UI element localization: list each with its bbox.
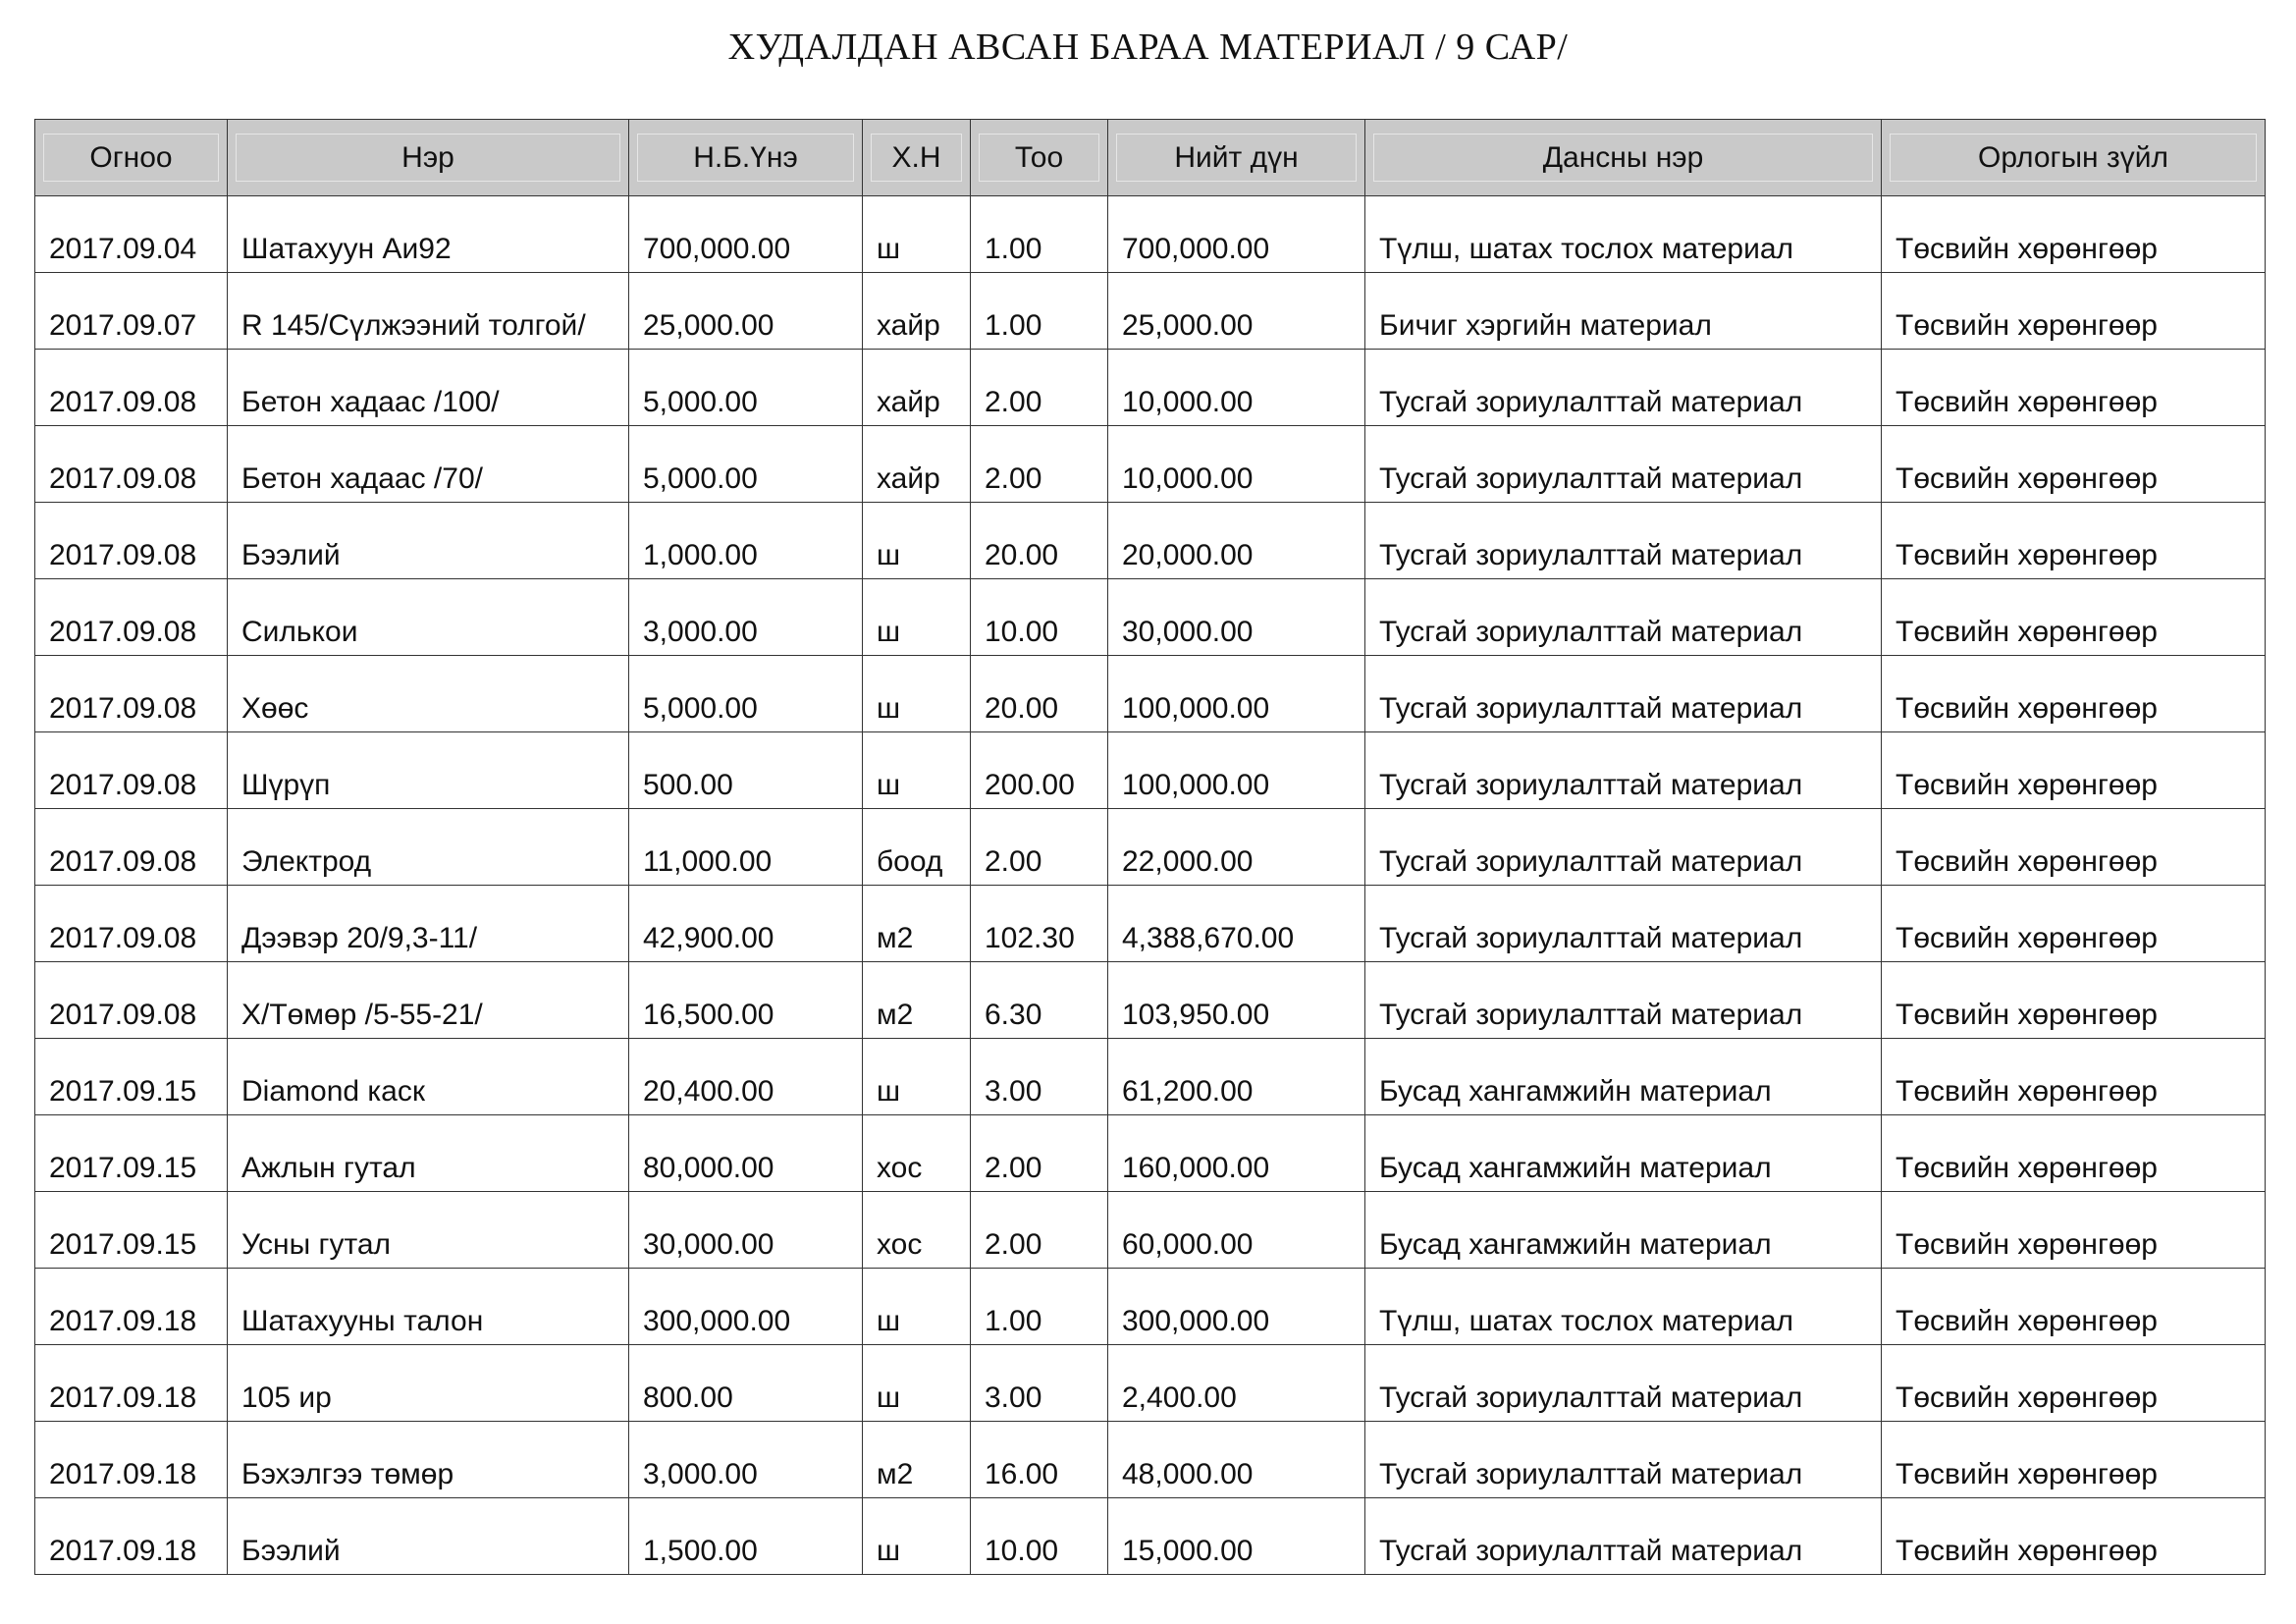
column-header-date: Огноо (35, 120, 228, 196)
cell-unit-price: 1,000.00 (629, 503, 863, 579)
table-row (35, 1269, 2266, 1345)
table-row (35, 196, 2266, 273)
cell-date: 2017.09.08 (35, 732, 228, 809)
cell-unit: ш (863, 196, 971, 273)
cell-source: Төсвийн хөрөнгөөр (1882, 732, 2266, 809)
cell-total: 100,000.00 (1108, 732, 1365, 809)
cell-date: 2017.09.08 (35, 350, 228, 426)
cell-unit-price: 25,000.00 (629, 273, 863, 350)
column-header-source: Орлогын зүйл (1882, 120, 2266, 196)
cell-name: Шатахууны талон (228, 1269, 629, 1345)
cell-unit: м2 (863, 1422, 971, 1498)
cell-quantity: 1.00 (971, 196, 1108, 273)
cell-name: Х/Төмөр /5-55-21/ (228, 962, 629, 1039)
cell-total: 103,950.00 (1108, 962, 1365, 1039)
cell-name: Усны гутал (228, 1192, 629, 1269)
cell-date: 2017.09.18 (35, 1498, 228, 1575)
cell-total: 4,388,670.00 (1108, 886, 1365, 962)
cell-name: Diamond каск (228, 1039, 629, 1115)
cell-quantity: 2.00 (971, 350, 1108, 426)
cell-source: Төсвийн хөрөнгөөр (1882, 350, 2266, 426)
cell-quantity: 2.00 (971, 809, 1108, 886)
cell-quantity: 6.30 (971, 962, 1108, 1039)
table-row (35, 656, 2266, 732)
cell-source: Төсвийн хөрөнгөөр (1882, 273, 2266, 350)
cell-unit-price: 42,900.00 (629, 886, 863, 962)
table-row (35, 1422, 2266, 1498)
cell-quantity: 20.00 (971, 656, 1108, 732)
cell-date: 2017.09.08 (35, 503, 228, 579)
cell-date: 2017.09.08 (35, 426, 228, 503)
cell-unit-price: 5,000.00 (629, 350, 863, 426)
table-row (35, 732, 2266, 809)
document-title: ХУДАЛДАН АВСАН БАРАА МАТЕРИАЛ / 9 САР/ (727, 27, 1569, 68)
cell-source: Төсвийн хөрөнгөөр (1882, 1192, 2266, 1269)
table-row (35, 503, 2266, 579)
table-row (35, 962, 2266, 1039)
column-header-name: Нэр (228, 120, 629, 196)
table-row (35, 1498, 2266, 1575)
purchase-table-container (34, 119, 2265, 1575)
cell-quantity: 2.00 (971, 426, 1108, 503)
cell-account: Түлш, шатах тослох материал (1365, 1269, 1882, 1345)
cell-unit-price: 1,500.00 (629, 1498, 863, 1575)
cell-unit-price: 800.00 (629, 1345, 863, 1422)
cell-quantity: 102.30 (971, 886, 1108, 962)
cell-name: Бээлий (228, 1498, 629, 1575)
column-header-unit-price: Н.Б.Үнэ (629, 120, 863, 196)
cell-date: 2017.09.07 (35, 273, 228, 350)
cell-source: Төсвийн хөрөнгөөр (1882, 962, 2266, 1039)
cell-name: Ажлын гутал (228, 1115, 629, 1192)
cell-quantity: 1.00 (971, 273, 1108, 350)
cell-date: 2017.09.15 (35, 1115, 228, 1192)
cell-source: Төсвийн хөрөнгөөр (1882, 1039, 2266, 1115)
cell-total: 100,000.00 (1108, 656, 1365, 732)
cell-date: 2017.09.08 (35, 886, 228, 962)
cell-name: Хөөс (228, 656, 629, 732)
cell-source: Төсвийн хөрөнгөөр (1882, 1115, 2266, 1192)
column-header-account: Дансны нэр (1365, 120, 1882, 196)
cell-account: Тусгай зориулалттай материал (1365, 1498, 1882, 1575)
cell-source: Төсвийн хөрөнгөөр (1882, 196, 2266, 273)
cell-unit: хос (863, 1192, 971, 1269)
cell-account: Бичиг хэргийн материал (1365, 273, 1882, 350)
table-row (35, 1115, 2266, 1192)
cell-total: 20,000.00 (1108, 503, 1365, 579)
cell-unit: м2 (863, 886, 971, 962)
cell-source: Төсвийн хөрөнгөөр (1882, 656, 2266, 732)
cell-total: 700,000.00 (1108, 196, 1365, 273)
cell-name: Бээлий (228, 503, 629, 579)
cell-date: 2017.09.18 (35, 1345, 228, 1422)
cell-source: Төсвийн хөрөнгөөр (1882, 579, 2266, 656)
cell-unit-price: 20,400.00 (629, 1039, 863, 1115)
cell-quantity: 3.00 (971, 1039, 1108, 1115)
cell-date: 2017.09.08 (35, 962, 228, 1039)
table-row (35, 426, 2266, 503)
cell-quantity: 2.00 (971, 1192, 1108, 1269)
cell-unit: хайр (863, 273, 971, 350)
cell-account: Тусгай зориулалттай материал (1365, 809, 1882, 886)
table-row (35, 886, 2266, 962)
cell-unit-price: 11,000.00 (629, 809, 863, 886)
cell-total: 300,000.00 (1108, 1269, 1365, 1345)
cell-unit-price: 500.00 (629, 732, 863, 809)
table-row (35, 1192, 2266, 1269)
cell-account: Тусгай зориулалттай материал (1365, 426, 1882, 503)
cell-name: Электрод (228, 809, 629, 886)
cell-name: 105 ир (228, 1345, 629, 1422)
table-row (35, 1345, 2266, 1422)
cell-account: Тусгай зориулалттай материал (1365, 656, 1882, 732)
cell-account: Түлш, шатах тослох материал (1365, 196, 1882, 273)
table-row (35, 273, 2266, 350)
cell-account: Бусад хангамжийн материал (1365, 1192, 1882, 1269)
cell-unit: ш (863, 656, 971, 732)
column-header-total: Нийт дүн (1108, 120, 1365, 196)
cell-total: 30,000.00 (1108, 579, 1365, 656)
cell-quantity: 20.00 (971, 503, 1108, 579)
cell-name: Бетон хадаас /100/ (228, 350, 629, 426)
cell-account: Бусад хангамжийн материал (1365, 1039, 1882, 1115)
cell-unit-price: 30,000.00 (629, 1192, 863, 1269)
cell-unit: хайр (863, 350, 971, 426)
cell-unit: ш (863, 579, 971, 656)
cell-account: Тусгай зориулалттай материал (1365, 350, 1882, 426)
cell-source: Төсвийн хөрөнгөөр (1882, 503, 2266, 579)
cell-date: 2017.09.08 (35, 579, 228, 656)
cell-total: 160,000.00 (1108, 1115, 1365, 1192)
cell-unit-price: 700,000.00 (629, 196, 863, 273)
cell-total: 25,000.00 (1108, 273, 1365, 350)
cell-name: Дээвэр 20/9,3-11/ (228, 886, 629, 962)
cell-unit: ш (863, 1269, 971, 1345)
table-row (35, 809, 2266, 886)
column-header-unit: Х.Н (863, 120, 971, 196)
cell-source: Төсвийн хөрөнгөөр (1882, 1269, 2266, 1345)
cell-account: Тусгай зориулалттай материал (1365, 962, 1882, 1039)
cell-account: Тусгай зориулалттай материал (1365, 886, 1882, 962)
cell-quantity: 10.00 (971, 579, 1108, 656)
cell-unit: ш (863, 503, 971, 579)
cell-unit: хайр (863, 426, 971, 503)
cell-unit: боод (863, 809, 971, 886)
cell-unit-price: 5,000.00 (629, 426, 863, 503)
cell-quantity: 1.00 (971, 1269, 1108, 1345)
cell-unit-price: 3,000.00 (629, 1422, 863, 1498)
cell-source: Төсвийн хөрөнгөөр (1882, 426, 2266, 503)
cell-unit-price: 80,000.00 (629, 1115, 863, 1192)
cell-total: 61,200.00 (1108, 1039, 1365, 1115)
cell-account: Тусгай зориулалттай материал (1365, 1345, 1882, 1422)
cell-date: 2017.09.08 (35, 809, 228, 886)
table-header-row (35, 120, 2266, 196)
cell-account: Тусгай зориулалттай материал (1365, 579, 1882, 656)
purchase-table (34, 119, 2266, 1575)
cell-total: 60,000.00 (1108, 1192, 1365, 1269)
table-row (35, 350, 2266, 426)
cell-account: Бусад хангамжийн материал (1365, 1115, 1882, 1192)
cell-date: 2017.09.18 (35, 1269, 228, 1345)
cell-quantity: 16.00 (971, 1422, 1108, 1498)
cell-quantity: 200.00 (971, 732, 1108, 809)
cell-source: Төсвийн хөрөнгөөр (1882, 809, 2266, 886)
table-row (35, 1039, 2266, 1115)
cell-unit-price: 16,500.00 (629, 962, 863, 1039)
cell-name: R 145/Сүлжээний толгой/ (228, 273, 629, 350)
cell-unit: ш (863, 1345, 971, 1422)
cell-unit: ш (863, 1039, 971, 1115)
cell-name: Шүрүп (228, 732, 629, 809)
cell-total: 2,400.00 (1108, 1345, 1365, 1422)
cell-account: Тусгай зориулалттай материал (1365, 732, 1882, 809)
cell-total: 10,000.00 (1108, 426, 1365, 503)
cell-unit-price: 3,000.00 (629, 579, 863, 656)
cell-quantity: 10.00 (971, 1498, 1108, 1575)
cell-unit: м2 (863, 962, 971, 1039)
cell-name: Бетон хадаас /70/ (228, 426, 629, 503)
cell-total: 48,000.00 (1108, 1422, 1365, 1498)
cell-date: 2017.09.04 (35, 196, 228, 273)
cell-name: Бэхэлгээ төмөр (228, 1422, 629, 1498)
cell-source: Төсвийн хөрөнгөөр (1882, 1498, 2266, 1575)
cell-account: Тусгай зориулалттай материал (1365, 1422, 1882, 1498)
cell-name: Силькои (228, 579, 629, 656)
table-body (35, 196, 2266, 1575)
cell-unit-price: 5,000.00 (629, 656, 863, 732)
cell-source: Төсвийн хөрөнгөөр (1882, 1345, 2266, 1422)
cell-total: 15,000.00 (1108, 1498, 1365, 1575)
cell-quantity: 3.00 (971, 1345, 1108, 1422)
column-header-quantity: Тоо (971, 120, 1108, 196)
cell-date: 2017.09.18 (35, 1422, 228, 1498)
cell-date: 2017.09.15 (35, 1192, 228, 1269)
cell-quantity: 2.00 (971, 1115, 1108, 1192)
cell-name: Шатахуун Аи92 (228, 196, 629, 273)
cell-total: 22,000.00 (1108, 809, 1365, 886)
cell-source: Төсвийн хөрөнгөөр (1882, 1422, 2266, 1498)
cell-date: 2017.09.08 (35, 656, 228, 732)
cell-unit: хос (863, 1115, 971, 1192)
cell-source: Төсвийн хөрөнгөөр (1882, 886, 2266, 962)
cell-unit: ш (863, 1498, 971, 1575)
cell-unit-price: 300,000.00 (629, 1269, 863, 1345)
cell-unit: ш (863, 732, 971, 809)
table-row (35, 579, 2266, 656)
cell-total: 10,000.00 (1108, 350, 1365, 426)
cell-account: Тусгай зориулалттай материал (1365, 503, 1882, 579)
cell-date: 2017.09.15 (35, 1039, 228, 1115)
